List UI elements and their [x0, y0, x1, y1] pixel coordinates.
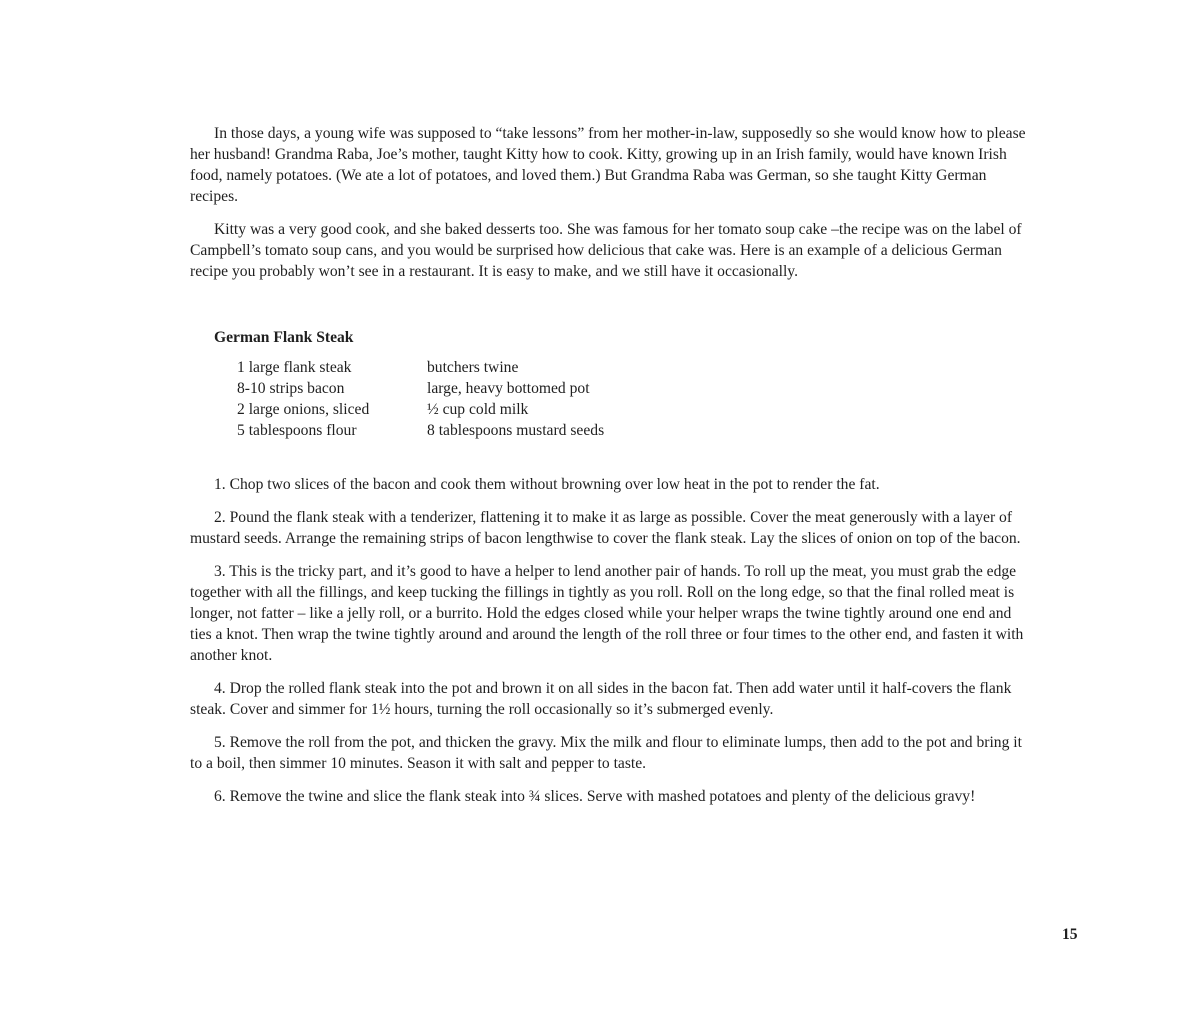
recipe-step: 1. Chop two slices of the bacon and cook them without browning over low heat in the pot to render the fat.: [214, 476, 880, 493]
ingredient-item: 8-10 strips bacon: [237, 380, 345, 397]
recipe-step: 4. Drop the rolled flank steak into the pot and brown it on all sides in the bacon fat. Then add water until it half-covers the flank steak. Cover and simmer for 1½ hours, turning the roll occasionally so it’s submerged evenly.: [190, 680, 1012, 718]
ingredient-item: ½ cup cold milk: [427, 401, 529, 418]
page-content: [190, 123, 1036, 819]
ingredient-item: 2 large onions, sliced: [237, 401, 370, 418]
ingredient-item: 1 large flank steak: [237, 359, 352, 376]
recipe-steps: [190, 474, 1036, 807]
ingredient-item: large, heavy bottomed pot: [427, 380, 590, 397]
ingredient-item: 5 tablespoons flour: [237, 422, 357, 439]
recipe-step: 5. Remove the roll from the pot, and thicken the gravy. Mix the milk and flour to eliminate lumps, then add to the pot and bring it to a boil, then simmer 10 minutes. Season it with salt and pepper to taste.: [190, 734, 1022, 772]
recipe-step: 6. Remove the twine and slice the flank steak into ¾ slices. Serve with mashed potatoes and plenty of the delicious gravy!: [214, 788, 976, 805]
ingredient-item: butchers twine: [427, 359, 519, 376]
recipe-step: 3. This is the tricky part, and it’s good to have a helper to lend another pair of hands. To roll up the meat, you must grab the edge together with all the fillings, and keep tucking the fillings in tightly as you roll. Roll on the long edge, so that the final rolled meat is longer, not fatter – like a jelly roll, or a burrito. Hold the edges closed while your helper wraps the twine tightly around one end and ties a knot. Then wrap the twine tightly around and around the length of the roll three or four times to the other end, and fasten it with another knot.: [190, 563, 1024, 664]
ingredient-item: 8 tablespoons mustard seeds: [427, 422, 605, 439]
ingredients-list: [237, 357, 1036, 441]
intro-paragraph: Kitty was a very good cook, and she baked desserts too. She was famous for her tomato soup cake –the recipe was on the label of Campbell’s tomato soup cans, and you would be surprised how delicious that cake was. Here is an example of a delicious German recipe you probably won’t see in a restaurant. It is easy to make, and we still have it occasionally.: [190, 221, 1022, 280]
recipe-title: German Flank Steak: [214, 329, 354, 346]
page-number: 15: [1062, 926, 1078, 943]
intro-paragraph: In those days, a young wife was supposed to “take lessons” from her mother-in-law, supposedly so she would know how to please her husband! Grandma Raba, Joe’s mother, taught Kitty how to cook. Kitty, growing up in an Irish family, would have known Irish food, namely potatoes. (We ate a lot of potatoes, and loved them.) But Grandma Raba was German, so she taught Kitty German recipes.: [190, 125, 1026, 205]
recipe-step: 2. Pound the flank steak with a tenderizer, flattening it to make it as large as possible. Cover the meat generously with a layer of mustard seeds. Arrange the remaining strips of bacon lengthwise to cover the flank steak. Lay the slices of onion on top of the bacon.: [190, 509, 1021, 547]
